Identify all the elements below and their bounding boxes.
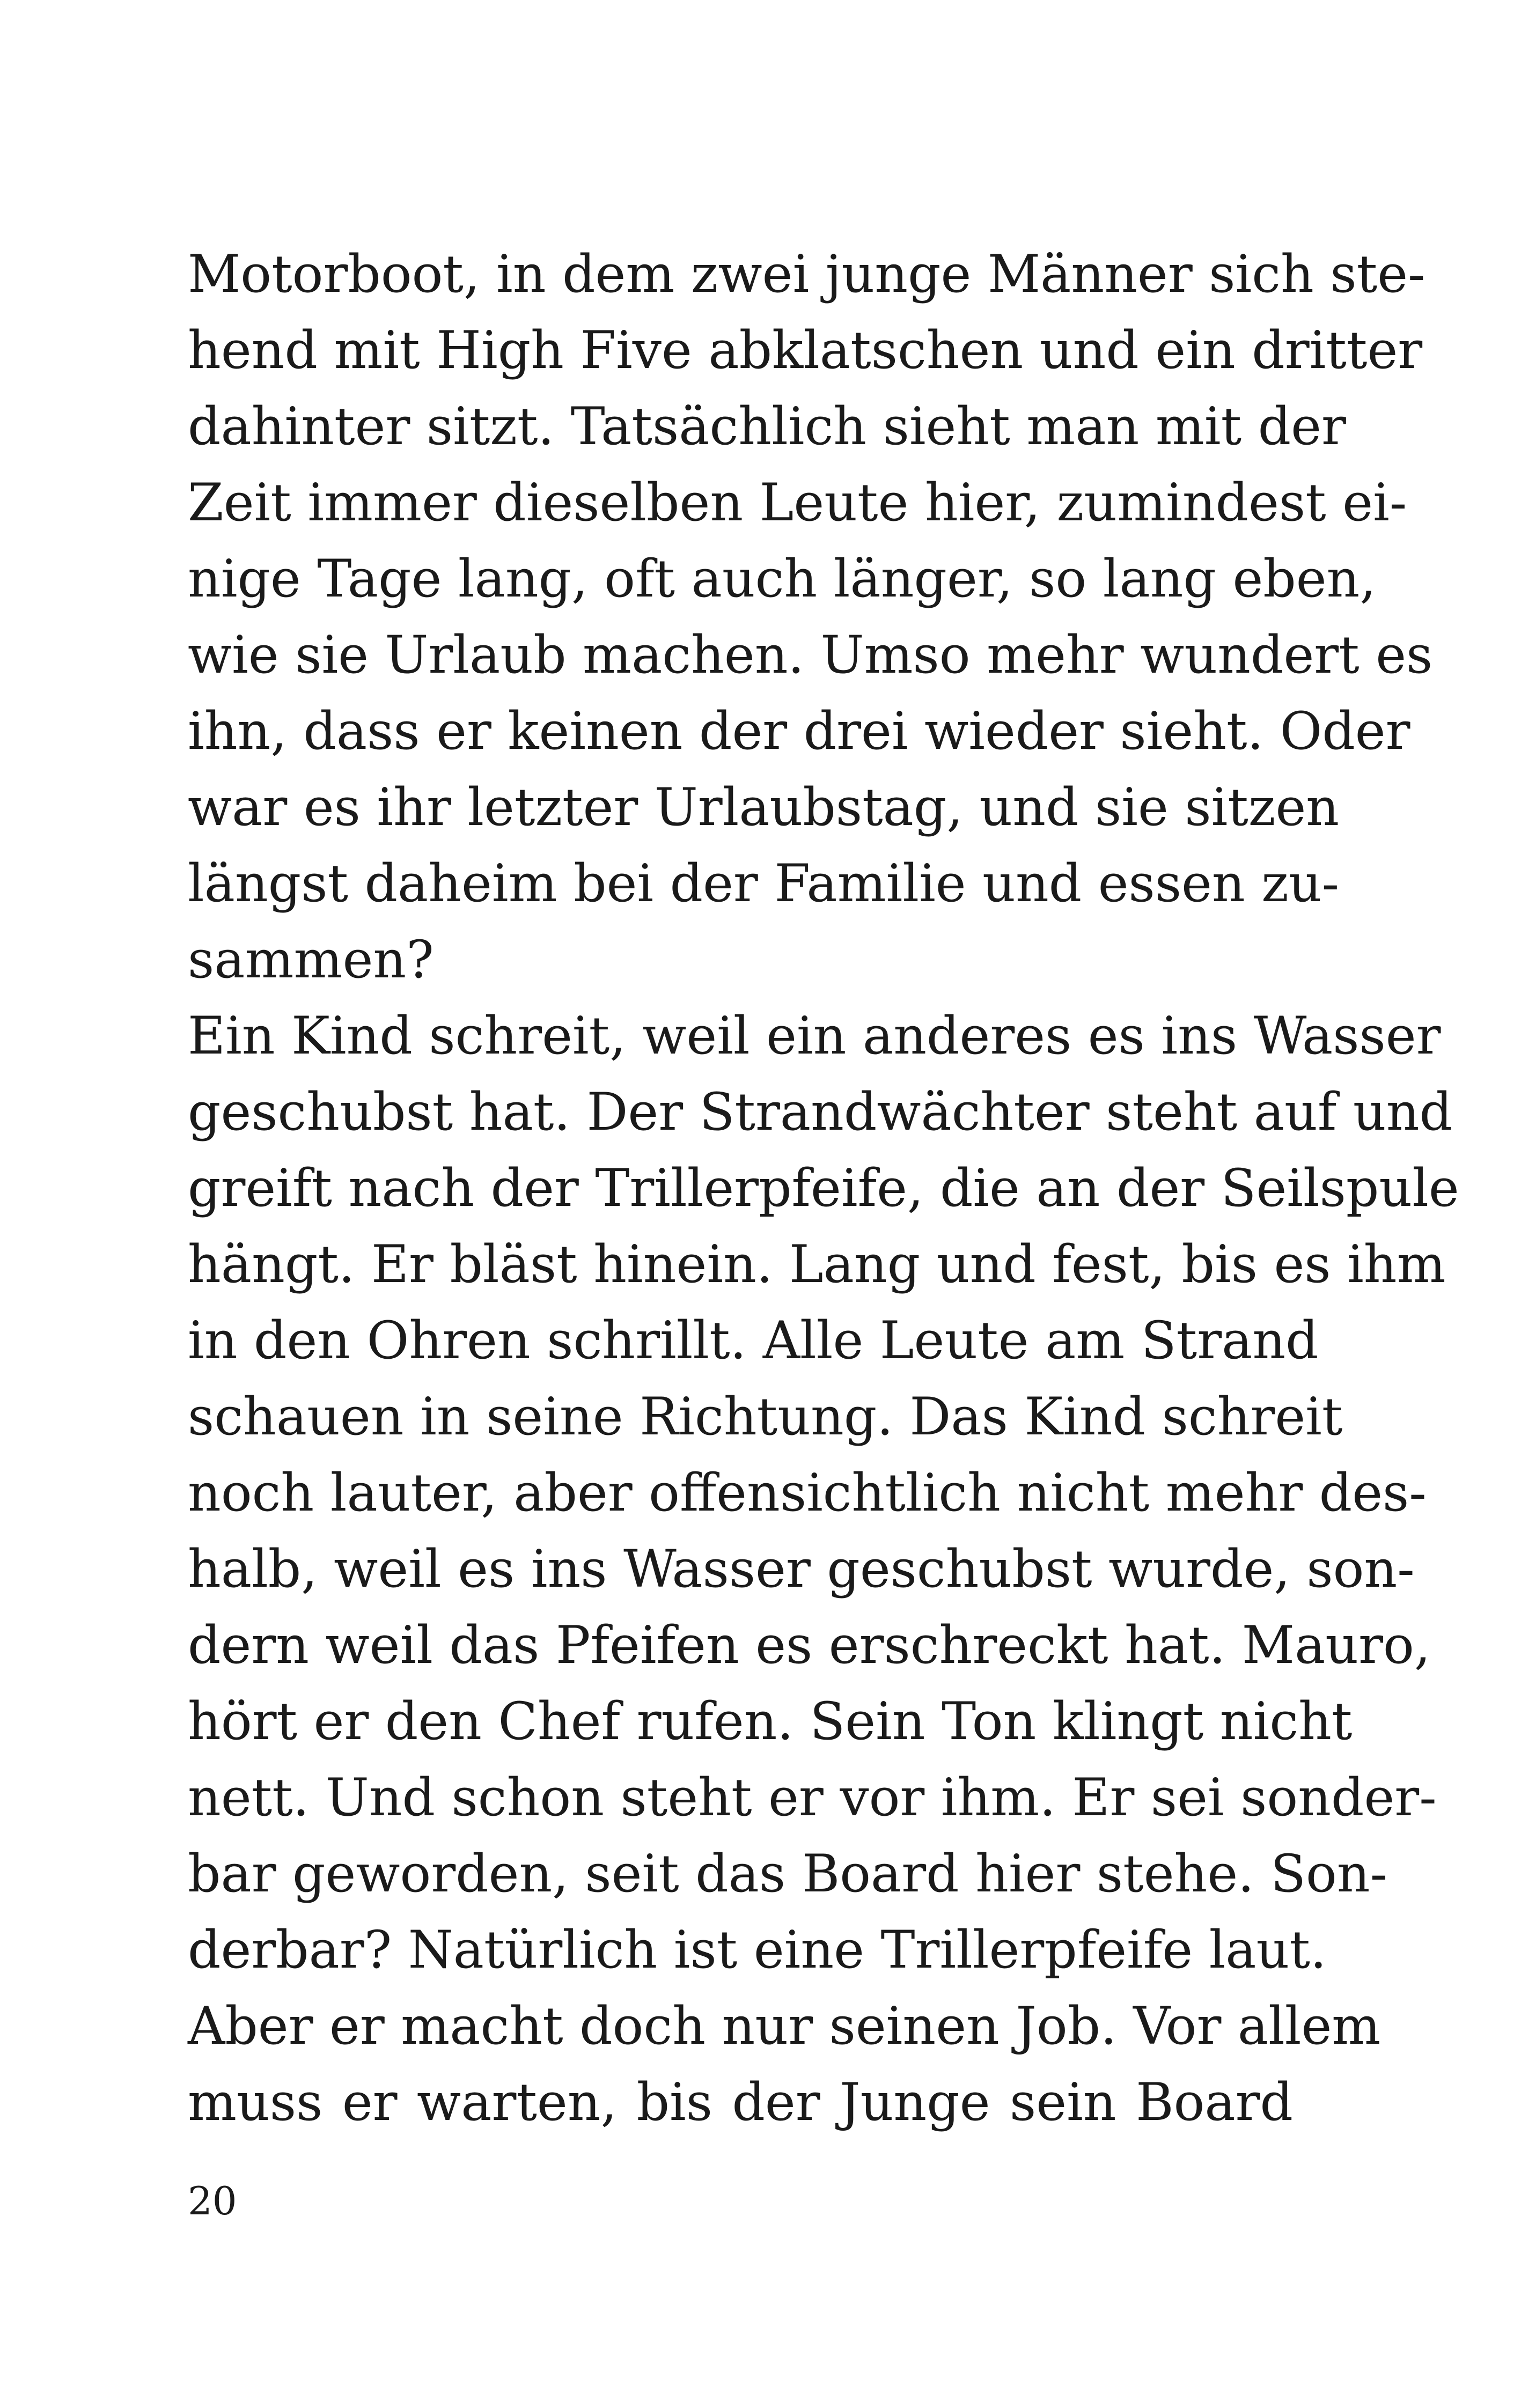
text-line: sammen? (188, 930, 434, 990)
text-line: Aber er macht doch nur seinen Job. Vor allem (188, 1996, 1381, 2056)
text-line: Ein Kind schreit, weil ein anderes es ins Wasser (188, 1006, 1441, 1066)
text-line: derbar? Natürlich ist eine Trillerpfeife laut. (188, 1920, 1327, 1980)
text-line: hört er den Chef rufen. Sein Ton klingt nicht (188, 1691, 1353, 1751)
text-line: war es ihr letzter Urlaubstag, und sie sitzen (188, 777, 1340, 837)
text-line: hängt. Er bläst hinein. Lang und fest, bis es ihm (188, 1234, 1446, 1294)
text-line: nige Tage lang, oft auch länger, so lang eben, (188, 549, 1376, 609)
text-line: halb, weil es ins Wasser geschubst wurde, son- (188, 1539, 1415, 1599)
text-line: muss er warten, bis der Junge sein Board (188, 2072, 1293, 2132)
text-line: längst daheim bei der Familie und essen zu- (188, 853, 1340, 914)
text-line: wie sie Urlaub machen. Umso mehr wundert es (188, 625, 1433, 685)
text-line: noch lauter, aber offensichtlich nicht mehr des- (188, 1463, 1427, 1523)
body-text (188, 236, 1459, 2140)
text-line: dahinter sitzt. Tatsächlich sieht man mit der (188, 396, 1346, 456)
text-line: ihn, dass er keinen der drei wieder sieht. Oder (188, 701, 1410, 761)
text-line: nett. Und schon steht er vor ihm. Er sei sonder- (188, 1768, 1437, 1828)
text-line: bar geworden, seit das Board hier stehe. Son- (188, 1844, 1388, 1904)
text-line: greift nach der Trillerpfeife, die an der Seilspule (188, 1158, 1459, 1218)
text-line: Zeit immer dieselben Leute hier, zumindest ei- (188, 473, 1407, 533)
text-line: dern weil das Pfeifen es erschreckt hat. Mauro, (188, 1615, 1431, 1675)
text-line: Motorboot, in dem zwei junge Männer sich ste- (188, 244, 1426, 304)
text-line: hend mit High Five abklatschen und ein dritter (188, 320, 1423, 380)
page-number: 20 (188, 2178, 237, 2223)
text-line: in den Ohren schrillt. Alle Leute am Strand (188, 1310, 1319, 1371)
text-line: geschubst hat. Der Strandwächter steht auf und (188, 1082, 1452, 1142)
text-line: schauen in seine Richtung. Das Kind schreit (188, 1387, 1343, 1447)
